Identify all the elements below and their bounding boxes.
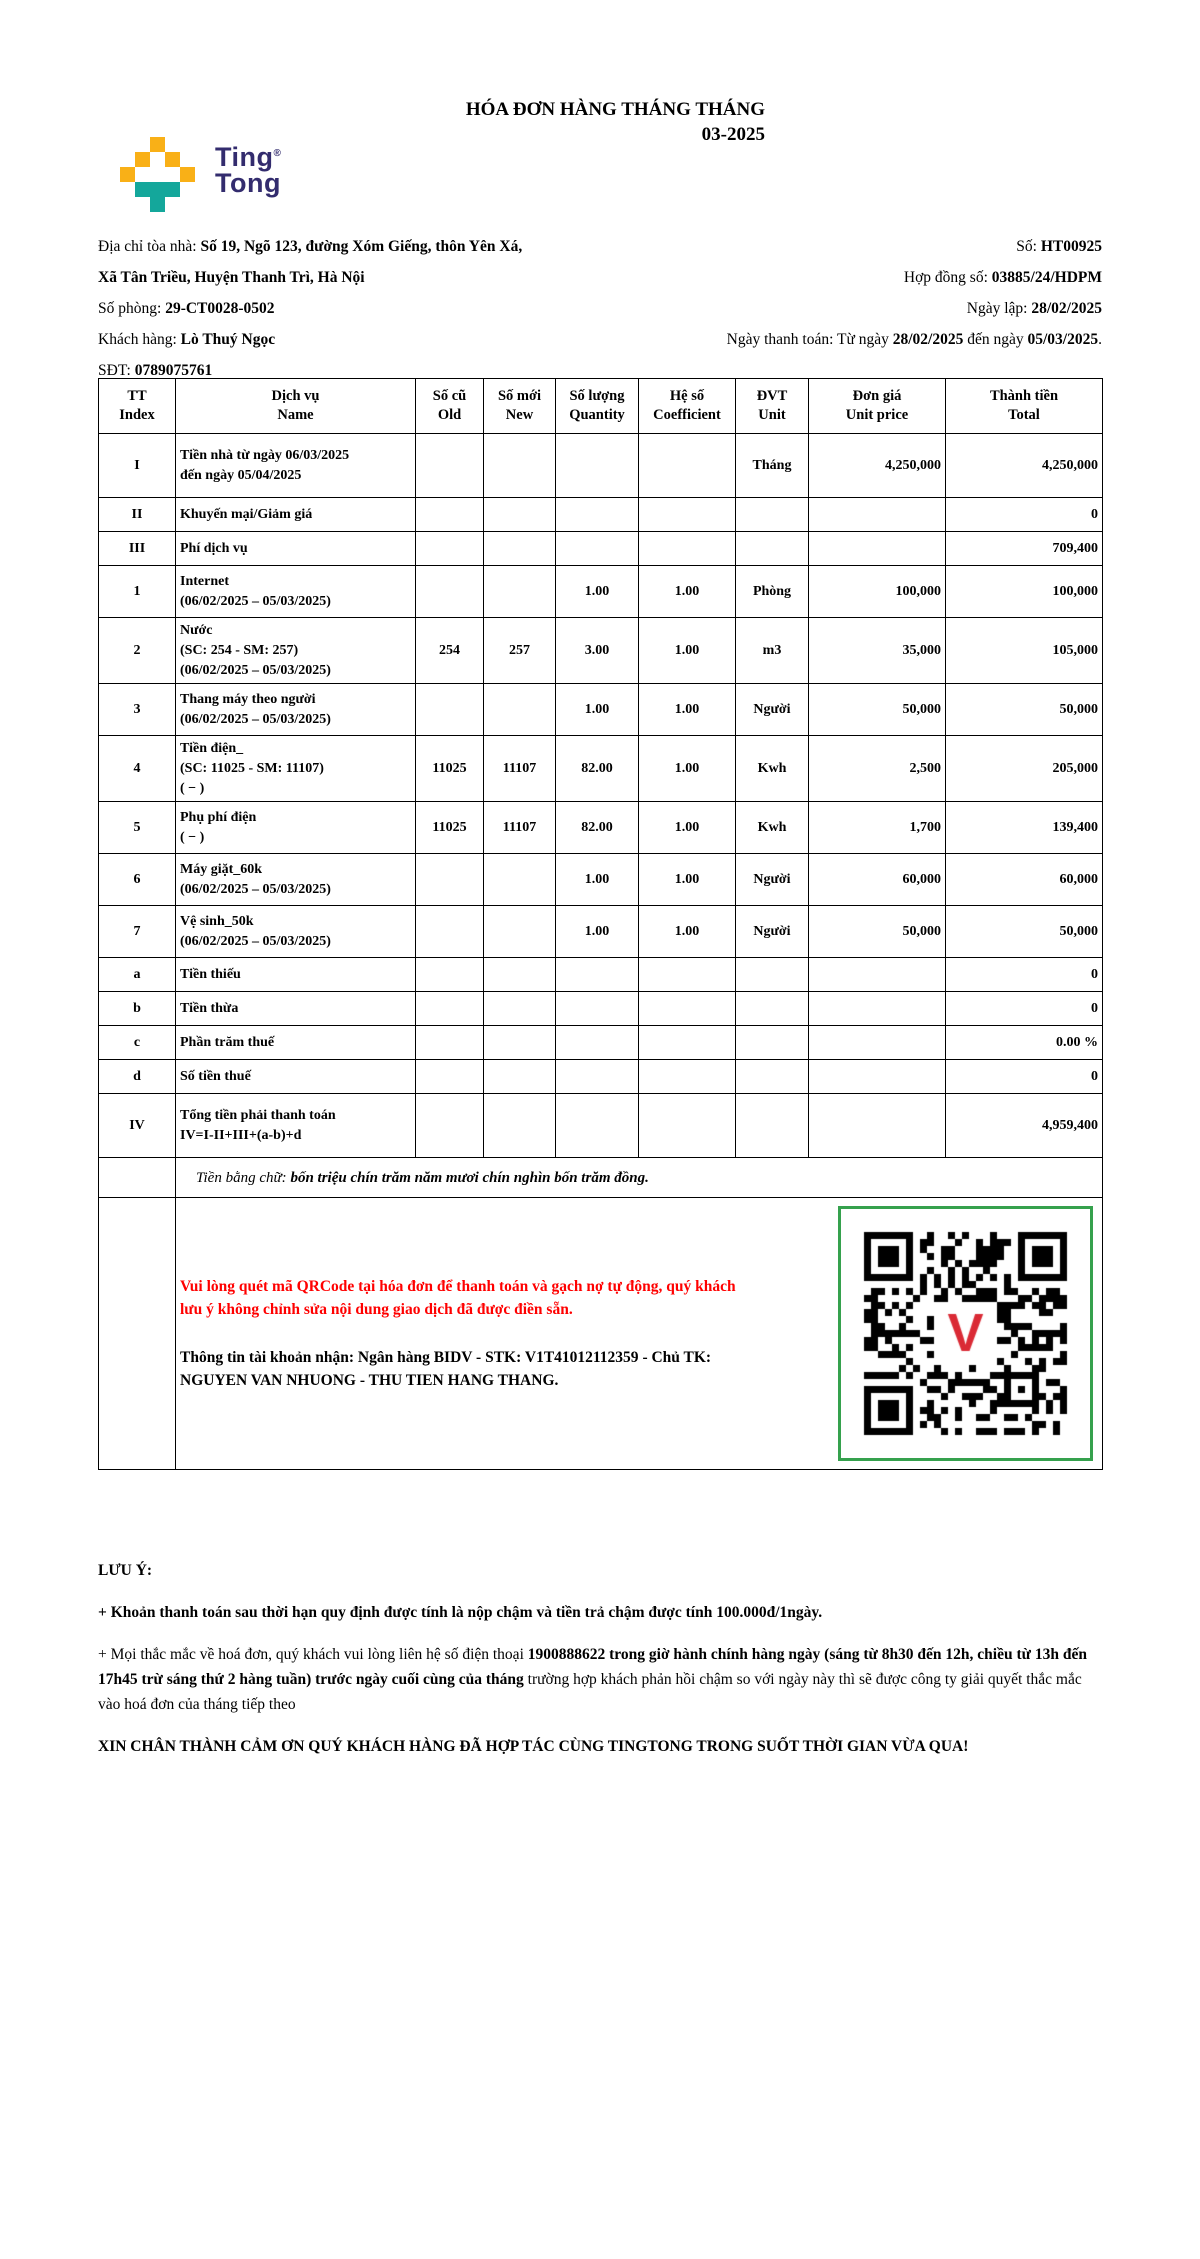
cell-unit: Kwh xyxy=(736,802,809,854)
cell-old: 11025 xyxy=(416,802,484,854)
cell-coefficient: 1.00 xyxy=(639,566,736,618)
footer-heading: LƯU Ý: xyxy=(98,1562,153,1579)
cell-total: 4,250,000 xyxy=(946,434,1103,498)
logo-pixel xyxy=(150,182,165,197)
logo-line1: Ting xyxy=(215,142,274,172)
service-name-line: Phí dịch vụ xyxy=(180,540,248,556)
cell-new xyxy=(484,566,556,618)
logo-wordmark xyxy=(215,141,281,196)
column-header xyxy=(99,379,176,434)
footer-paragraph xyxy=(98,1734,1102,1759)
cell-unit: Người xyxy=(736,906,809,958)
cell-service-name xyxy=(176,854,416,906)
column-header-vi: TT xyxy=(127,388,147,404)
service-name-line: đến ngày 05/04/2025 xyxy=(180,467,302,483)
cell-unit xyxy=(736,958,809,992)
cell-quantity: 1.00 xyxy=(556,684,639,736)
cell-new xyxy=(484,498,556,532)
column-header-en: Quantity xyxy=(569,407,625,423)
info-line-left xyxy=(98,300,275,318)
cell-index: d xyxy=(99,1060,176,1094)
service-name-line: Internet xyxy=(180,573,229,589)
text-segment: Khách hàng: xyxy=(98,331,181,348)
info-line-right xyxy=(967,300,1102,318)
footer-paragraph xyxy=(98,1642,1102,1717)
logo-pixel xyxy=(120,167,135,182)
cell-unit-price: 1,700 xyxy=(809,802,946,854)
column-header xyxy=(556,379,639,434)
column-header-vi: Dịch vụ xyxy=(271,388,320,404)
cell-coefficient xyxy=(639,1060,736,1094)
text-segment: Hợp đồng số: xyxy=(903,269,992,286)
cell-quantity: 82.00 xyxy=(556,736,639,802)
cell-old xyxy=(416,958,484,992)
service-name-line: Thang máy theo người xyxy=(180,691,316,707)
cell-unit-price xyxy=(809,1026,946,1060)
text-segment: Ngày thanh toán: Từ ngày xyxy=(726,331,893,348)
cell-new xyxy=(484,684,556,736)
cell-unit: Kwh xyxy=(736,736,809,802)
logo-pixel xyxy=(150,197,165,212)
cell-index: b xyxy=(99,992,176,1026)
cell-index: 7 xyxy=(99,906,176,958)
cell-total: 50,000 xyxy=(946,906,1103,958)
table-row xyxy=(99,1060,1103,1094)
cell-quantity: 3.00 xyxy=(556,618,639,684)
table-row xyxy=(99,566,1103,618)
cell-unit-price xyxy=(809,532,946,566)
cell-service-name xyxy=(176,736,416,802)
cell-coefficient xyxy=(639,498,736,532)
column-header-en: Coefficient xyxy=(653,407,721,423)
text-segment: 29-CT0028-0502 xyxy=(165,300,275,317)
column-header-en: Unit xyxy=(758,407,786,423)
cell-index: 4 xyxy=(99,736,176,802)
table-row xyxy=(99,1026,1103,1060)
cell-index: 2 xyxy=(99,618,176,684)
text-segment: bốn triệu chín trăm năm mươi chín nghìn bốn trăm đồng. xyxy=(290,1169,649,1186)
text-segment: NGUYEN VAN NHUONG - THU TIEN HANG THANG xyxy=(180,1372,555,1389)
cell-total: 100,000 xyxy=(946,566,1103,618)
cell-empty xyxy=(99,1158,176,1198)
cell-unit: Phòng xyxy=(736,566,809,618)
cell-quantity: 1.00 xyxy=(556,854,639,906)
service-name-line: Tiền nhà từ ngày 06/03/2025 xyxy=(180,447,350,463)
table-row xyxy=(99,618,1103,684)
cell-index: 5 xyxy=(99,802,176,854)
qr-row xyxy=(99,1198,1103,1470)
table-row xyxy=(99,684,1103,736)
service-name-line: Tiền thiếu xyxy=(180,966,241,982)
column-header-en: Name xyxy=(277,407,314,423)
cell-index: 6 xyxy=(99,854,176,906)
cell-service-name xyxy=(176,618,416,684)
text-segment: Địa chỉ tòa nhà: xyxy=(98,238,201,255)
cell-old xyxy=(416,532,484,566)
column-header-vi: Đơn giá xyxy=(852,388,902,404)
logo-pixel xyxy=(135,182,150,197)
cell-unit: m3 xyxy=(736,618,809,684)
text-segment: - Chủ TK: xyxy=(638,1349,712,1366)
text-segment: trước ngày cuối cùng của tháng xyxy=(315,1671,524,1688)
logo-pixel xyxy=(165,152,180,167)
text-segment: 0789075761 xyxy=(134,362,213,379)
cell-quantity: 1.00 xyxy=(556,906,639,958)
cell-total: 709,400 xyxy=(946,532,1103,566)
service-name-line: (06/02/2025 – 05/03/2025) xyxy=(180,662,331,678)
text-segment: 28/02/2025 xyxy=(1031,300,1102,317)
cell-new xyxy=(484,532,556,566)
cell-unit: Người xyxy=(736,854,809,906)
column-header-vi: Số cũ xyxy=(432,388,467,404)
service-name-line: (06/02/2025 – 05/03/2025) xyxy=(180,593,331,609)
cell-qr-section xyxy=(176,1198,1103,1470)
cell-index: c xyxy=(99,1026,176,1060)
cell-index: a xyxy=(99,958,176,992)
column-header-en: Total xyxy=(1008,407,1040,423)
footer-paragraph xyxy=(98,1600,1102,1625)
service-name-line: Phụ phí điện xyxy=(180,809,257,825)
cell-index: II xyxy=(99,498,176,532)
cell-service-name xyxy=(176,566,416,618)
service-name-line: (SC: 254 - SM: 257) xyxy=(180,642,299,658)
tingtong-logo-icon xyxy=(120,137,198,222)
column-header xyxy=(484,379,556,434)
cell-old xyxy=(416,1094,484,1158)
cell-total: 50,000 xyxy=(946,684,1103,736)
cell-quantity xyxy=(556,498,639,532)
cell-old xyxy=(416,1026,484,1060)
cell-unit-price: 100,000 xyxy=(809,566,946,618)
cell-total: 0 xyxy=(946,992,1103,1026)
cell-old xyxy=(416,498,484,532)
qr-payment-note: Vui lòng quét mã QRCode tại hóa đơn để thanh toán và gạch nợ tự động, quý khách lưu ý không chỉnh sửa nội dung giao dịch đã được điền sẵn. xyxy=(180,1278,736,1318)
cell-new: 11107 xyxy=(484,736,556,802)
text-segment: 28/02/2025 xyxy=(892,331,964,348)
cell-service-name xyxy=(176,532,416,566)
column-header-en: Old xyxy=(437,407,462,423)
account-info xyxy=(180,1346,740,1392)
text-segment: Thông tin tài khoản nhận: Ngân hàng BIDV - STK: xyxy=(180,1349,525,1366)
text-segment: XIN CHÂN THÀNH CẢM ƠN QUÝ KHÁCH HÀNG ĐÃ HỢP TÁC CÙNG TINGTONG TRONG SUỐT THỜI GIAN VỪA QUA! xyxy=(98,1738,969,1755)
column-header-en: Index xyxy=(119,407,155,423)
cell-coefficient xyxy=(639,1026,736,1060)
service-name-line: Tổng tiền phải thanh toán xyxy=(180,1107,336,1123)
cell-coefficient xyxy=(639,958,736,992)
table-header-row xyxy=(99,379,1103,434)
cell-coefficient: 1.00 xyxy=(639,802,736,854)
cell-index: III xyxy=(99,532,176,566)
cell-quantity xyxy=(556,1060,639,1094)
column-header xyxy=(946,379,1103,434)
cell-coefficient xyxy=(639,434,736,498)
service-name-line: ( − ) xyxy=(180,780,205,796)
cell-service-name xyxy=(176,906,416,958)
amount-in-words-row xyxy=(99,1158,1103,1198)
cell-service-name xyxy=(176,992,416,1026)
service-name-line: Máy giặt_60k xyxy=(180,861,263,877)
text-segment: V1T41012112359 xyxy=(524,1349,639,1366)
text-segment: 05/03/2025 xyxy=(1027,331,1099,348)
column-header xyxy=(176,379,416,434)
qr-code xyxy=(838,1206,1093,1461)
cell-unit xyxy=(736,498,809,532)
info-line-left xyxy=(98,331,275,349)
info-line-left xyxy=(98,269,365,287)
column-header-vi: ĐVT xyxy=(756,388,788,404)
cell-new xyxy=(484,992,556,1026)
cell-unit xyxy=(736,532,809,566)
cell-coefficient xyxy=(639,992,736,1026)
footer-paragraphs xyxy=(98,1600,1102,1759)
cell-coefficient xyxy=(639,532,736,566)
cell-new xyxy=(484,1026,556,1060)
column-header xyxy=(736,379,809,434)
registered-mark: ® xyxy=(273,148,282,159)
text-segment: 1900888622 trong giờ hành chính hàng ngày (sáng từ 8h30 đến 12h, chiều từ 13h đến 17h45 trừ sáng thứ 2 hàng tuần) xyxy=(98,1646,1087,1688)
service-name-line: Khuyến mại/Giảm giá xyxy=(180,506,313,522)
footer-notes xyxy=(98,1558,1102,1759)
cell-new xyxy=(484,958,556,992)
cell-total: 0 xyxy=(946,958,1103,992)
cell-coefficient: 1.00 xyxy=(639,684,736,736)
column-header xyxy=(416,379,484,434)
cell-unit-price: 50,000 xyxy=(809,906,946,958)
cell-new xyxy=(484,854,556,906)
cell-service-name xyxy=(176,1060,416,1094)
cell-quantity xyxy=(556,958,639,992)
cell-index: I xyxy=(99,434,176,498)
cell-total: 0 xyxy=(946,1060,1103,1094)
cell-total: 0.00 % xyxy=(946,1026,1103,1060)
text-segment: Xã Tân Triều, Huyện Thanh Trì, Hà Nội xyxy=(98,269,365,286)
cell-quantity xyxy=(556,434,639,498)
cell-unit-price xyxy=(809,1094,946,1158)
cell-quantity xyxy=(556,992,639,1026)
logo-pixel xyxy=(135,152,150,167)
cell-unit xyxy=(736,1060,809,1094)
cell-old xyxy=(416,906,484,958)
table-row xyxy=(99,532,1103,566)
cell-old xyxy=(416,684,484,736)
company-logo xyxy=(120,137,300,225)
cell-old xyxy=(416,434,484,498)
cell-index: IV xyxy=(99,1094,176,1158)
cell-amount-in-words xyxy=(176,1158,1103,1198)
cell-unit-price: 2,500 xyxy=(809,736,946,802)
cell-new xyxy=(484,1060,556,1094)
cell-old xyxy=(416,854,484,906)
cell-unit-price: 50,000 xyxy=(809,684,946,736)
column-header-vi: Hệ số xyxy=(669,388,705,404)
cell-unit-price xyxy=(809,992,946,1026)
text-segment: Số 19, Ngõ 123, đường Xóm Giếng, thôn Yên Xá, xyxy=(200,238,523,255)
cell-service-name xyxy=(176,1026,416,1060)
cell-total: 0 xyxy=(946,498,1103,532)
table-row xyxy=(99,802,1103,854)
cell-index: 1 xyxy=(99,566,176,618)
cell-unit-price xyxy=(809,958,946,992)
service-name-line: Vệ sinh_50k xyxy=(180,913,254,929)
text-segment: HT00925 xyxy=(1040,238,1102,255)
text-segment: Tiền bằng chữ: xyxy=(196,1169,291,1186)
text-segment: . xyxy=(1098,331,1102,348)
page xyxy=(98,97,1102,1776)
cell-service-name xyxy=(176,498,416,532)
table-row xyxy=(99,434,1103,498)
table-row xyxy=(99,906,1103,958)
logo-pixel xyxy=(180,167,195,182)
column-header-vi: Số lượng xyxy=(569,388,625,404)
text-segment: SĐT: xyxy=(98,362,135,379)
cell-new xyxy=(484,1094,556,1158)
service-name-line: Phần trăm thuế xyxy=(180,1034,275,1050)
service-name-line: ( − ) xyxy=(180,829,205,845)
service-name-line: (06/02/2025 – 05/03/2025) xyxy=(180,711,331,727)
column-header-vi: Thành tiền xyxy=(989,388,1059,404)
cell-quantity xyxy=(556,1094,639,1158)
column-header xyxy=(809,379,946,434)
cell-coefficient: 1.00 xyxy=(639,618,736,684)
column-header-vi: Số mới xyxy=(497,388,542,404)
service-name-line: IV=I-II+III+(a-b)+d xyxy=(180,1127,302,1143)
qr-section xyxy=(180,1206,1098,1461)
text-segment: đến ngày xyxy=(963,331,1028,348)
table-row xyxy=(99,498,1103,532)
cell-total: 4,959,400 xyxy=(946,1094,1103,1158)
cell-unit-price: 4,250,000 xyxy=(809,434,946,498)
logo-line2: Tong xyxy=(215,168,281,198)
info-section xyxy=(98,238,1102,379)
table-row xyxy=(99,958,1103,992)
table-row xyxy=(99,854,1103,906)
cell-coefficient: 1.00 xyxy=(639,906,736,958)
text-segment: + Mọi thắc mắc về hoá đơn, quý khách vui lòng liên hệ số điện thoại xyxy=(98,1646,528,1663)
service-name-line: (SC: 11025 - SM: 11107) xyxy=(180,760,324,776)
cell-unit-price: 35,000 xyxy=(809,618,946,684)
cell-index: 3 xyxy=(99,684,176,736)
cell-coefficient: 1.00 xyxy=(639,854,736,906)
invoice-table xyxy=(98,378,1103,1470)
cell-total: 139,400 xyxy=(946,802,1103,854)
cell-coefficient: 1.00 xyxy=(639,736,736,802)
service-name-line: Tiền thừa xyxy=(180,1000,239,1016)
cell-total: 60,000 xyxy=(946,854,1103,906)
cell-old xyxy=(416,992,484,1026)
cell-unit xyxy=(736,992,809,1026)
cell-old xyxy=(416,566,484,618)
text-segment: Số phòng: xyxy=(98,300,166,317)
info-line-right xyxy=(904,269,1102,287)
header xyxy=(98,97,1102,235)
column-header-en: Unit price xyxy=(845,407,909,423)
cell-new: 257 xyxy=(484,618,556,684)
service-name-line: (06/02/2025 – 05/03/2025) xyxy=(180,933,331,949)
cell-new xyxy=(484,906,556,958)
service-name-line: Số tiền thuế xyxy=(180,1068,251,1084)
text-segment: Số: xyxy=(1016,238,1041,255)
cell-unit-price xyxy=(809,1060,946,1094)
cell-old xyxy=(416,1060,484,1094)
cell-quantity: 1.00 xyxy=(556,566,639,618)
table-row xyxy=(99,736,1103,802)
cell-unit-price: 60,000 xyxy=(809,854,946,906)
text-segment: trường hợp khách phản hồi chậm so với ngày này thì sẽ được công ty giải quyết thắc mắc vào hoá đơn của tháng tiếp theo xyxy=(98,1671,1082,1713)
cell-unit-price xyxy=(809,498,946,532)
logo-pixel xyxy=(150,137,165,152)
info-line-right xyxy=(1016,238,1102,256)
column-header xyxy=(639,379,736,434)
cell-new xyxy=(484,434,556,498)
text-segment: + Khoản thanh toán sau thời hạn quy định được tính là nộp chậm và tiền trả chậm được tính 100.000đ/1ngày. xyxy=(98,1604,823,1621)
cell-unit: Tháng xyxy=(736,434,809,498)
invoice-title: HÓA ĐƠN HÀNG THÁNG THÁNG 03-2025 xyxy=(465,99,765,145)
qr-text-block xyxy=(180,1275,740,1392)
service-name-line: (06/02/2025 – 05/03/2025) xyxy=(180,881,331,897)
qr-code-canvas xyxy=(850,1218,1081,1449)
text-segment: 03885/24/HDPM xyxy=(991,269,1102,286)
cell-coefficient xyxy=(639,1094,736,1158)
cell-old: 254 xyxy=(416,618,484,684)
cell-unit xyxy=(736,1026,809,1060)
cell-quantity: 82.00 xyxy=(556,802,639,854)
info-line-right xyxy=(727,331,1102,349)
text-segment: Lò Thuý Ngọc xyxy=(180,331,276,348)
info-line-left xyxy=(98,362,212,380)
service-name-line: Tiền điện_ xyxy=(180,740,244,756)
info-line-left xyxy=(98,238,522,256)
cell-unit xyxy=(736,1094,809,1158)
cell-unit: Người xyxy=(736,684,809,736)
table-row xyxy=(99,1094,1103,1158)
cell-service-name xyxy=(176,684,416,736)
text-segment: Ngày lập: xyxy=(966,300,1032,317)
cell-service-name xyxy=(176,434,416,498)
cell-quantity xyxy=(556,1026,639,1060)
cell-empty xyxy=(99,1198,176,1470)
cell-service-name xyxy=(176,1094,416,1158)
cell-service-name xyxy=(176,958,416,992)
table-row xyxy=(99,992,1103,1026)
cell-service-name xyxy=(176,802,416,854)
text-segment: . xyxy=(554,1372,559,1389)
column-header-en: New xyxy=(505,407,534,423)
cell-quantity xyxy=(556,532,639,566)
cell-total: 205,000 xyxy=(946,736,1103,802)
cell-total: 105,000 xyxy=(946,618,1103,684)
cell-new: 11107 xyxy=(484,802,556,854)
cell-old: 11025 xyxy=(416,736,484,802)
logo-pixel xyxy=(165,182,180,197)
service-name-line: Nước xyxy=(180,622,213,638)
